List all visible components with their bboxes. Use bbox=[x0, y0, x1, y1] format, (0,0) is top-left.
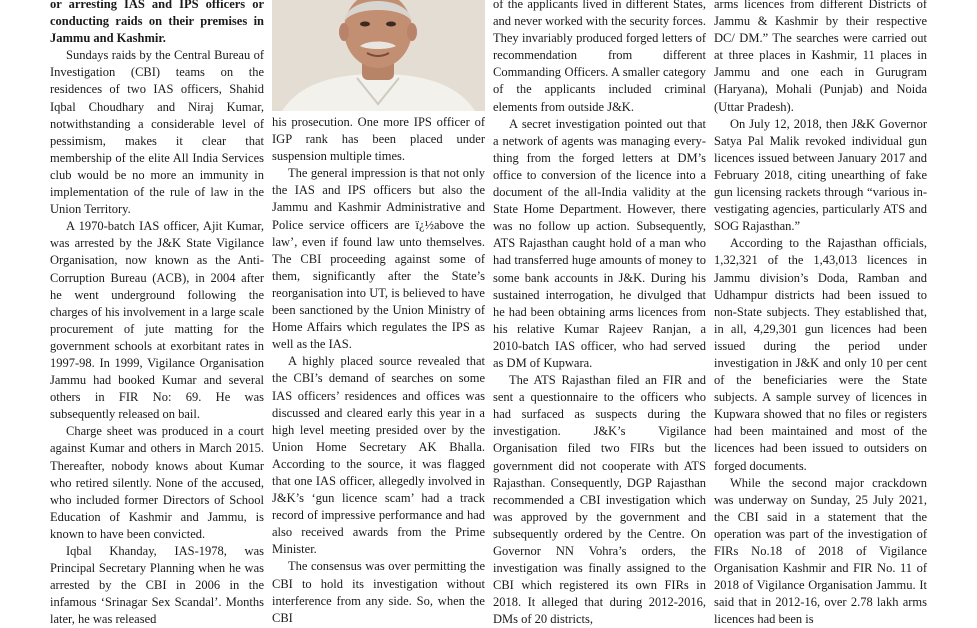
paragraph: Sundays raids by the Central Bureau of Investigation (CBI) teams on the residences of two IAS officers, Shahid Iqbal Choudhary and Niraj Kumar, notwithstanding a considerable level of pessimism, makes it clear that membership of the elite All India Services club would be no more an immunity in implementation of the rule of law in the Union Territory. bbox=[50, 48, 264, 217]
paragraph: his prosecution. One more IPS officer of IGP rank has been placed under suspension multiple times. bbox=[272, 115, 485, 164]
paragraph: While the second major crackdown was underway on Sunday, 25 July 2021, the CBI said in a statement that the operation was part of the investigation of FIRs No.18 of 2018 of Vigilance Organisation Kashmir and FIR No. 11 of 2018 of Vigilance Organisation Jammu. It said that in 2012-16, over 2.78 lakh arms licences had been is bbox=[714, 475, 927, 627]
paragraph: The ATS Rajasthan filed an FIR and sent a questionnaire to the officers who had surfaced as suspects during the investigation. J&K’s Vigilance Organisation filed two FIRs but the government did not cooperate with ATS Rajasthan. Consequently, DGP Rajasthan recommended a CBI investigation which was approved by the government and subsequently ordered by the Centre. On Governor NN Vohra’s orders, the investigation was finally assigned to the CBI which registered its own FIRs in 2018. It alleged that during 2012-2016, DMs of 20 districts, bbox=[493, 373, 706, 627]
paragraph: Iqbal Khanday, IAS-1978, was Principal Secretary Planning when he was arrested by the CBI in 2006 in the infamous ‘Srinagar Sex Scandal’. Months later, he was released bbox=[50, 544, 264, 627]
article-column-3 bbox=[493, 0, 706, 628]
paragraph: Charge sheet was produced in a court against Kumar and others in March 2015. Thereafter, nobody knows about Kumar who retired silently. None of the accused, who included former Directors of School Education of Kashmir and Jammu, is known to have been convicted. bbox=[50, 424, 264, 541]
portrait-illustration bbox=[272, 0, 485, 111]
paragraph: The general impression is that not only the IAS and IPS officers but also the Jammu and Kashmir Administrative and Police service officers are ï¿½above the law’, even if found law unto themselves. The CBI proceeding against some of them, significantly after the State’s reorganisation into UT, is believed to have been sanctioned by the Union Ministry of Home Affairs which regulates the IPS as well as the IAS. bbox=[272, 166, 485, 352]
paragraph: A highly placed source revealed that the CBI’s demand of searches on some IAS officers’ residences and offices was discussed and cleared early this year in a high level meeting presided over by the Union Home Secretary AK Bhalla. According to the source, it was flagged that one IAS officer, allegedly involved in J&K’s ‘gun licence scam’ had a track record of impressive performance and had also received awards from the Prime Minister. bbox=[272, 354, 485, 557]
paragraph: A secret investigation pointed out that a network of agents was managing everything from the forged letters at DM’s office to conversion of the licence into a document of the all-India validity at the State Home Department. However, there was no follow up action. Subsequently, ATS Rajasthan caught hold of a man who had transferred huge amounts of money to some bank accounts in J&K. During his sustained interrogation, he divulged that he had been obtaining arms licences from his relative Kumar Rajeev Ranjan, a 2010-batch IAS officer, who had served as DM of Kupwara. bbox=[493, 116, 706, 370]
paragraph: According to the Rajasthan officials, 1,32,321 of the 1,43,013 licences in Jammu division’s Doda, Ramban and Udhampur districts had been issued to non-State subjects. They established that, in all, 4,29,301 gun licences had been issued during the period under investigation in J&K and only 10 per cent of the beneficiaries were the State subjects. A sample survey of licences in Kupwara showed that no files or registers had been maintained and most of the licences had been issued to outsiders on forged documents. bbox=[714, 236, 927, 473]
paragraph: of the applicants lived in different States, and never worked with the security forces. They invariably produced forged letters of recommendation from different Commanding Officers. A smaller category of the applicants included criminal elements from outside J&K. bbox=[493, 0, 706, 114]
paragraph: A 1970-batch IAS officer, Ajit Kumar, was arrested by the J&K State Vigilance Organisation, now known as the Anti-Corruption Bureau (ACB), in 2004 after he went underground following the charges of his involvement in a large scale procurement of jute matting for the government schools at exorbitant rates in 1997-98. In 1999, Vigilance Organisation Jammu had booked Kumar and several others in FIR No: 69. He was subsequently released on bail. bbox=[50, 219, 264, 422]
paragraph: arms licences from different Districts of Jammu & Kashmir by their respective DC/ DM.” The searches were carried out at three places in Kashmir, 11 places in Jammu and one each in Gurugram (Haryana), Mohali (Punjab) and Noida (Uttar Pradesh). bbox=[714, 0, 927, 114]
article-column-2 bbox=[272, 114, 485, 627]
portrait-photo bbox=[272, 0, 485, 111]
paragraph: The consensus was over permitting the CBI to hold its investigation without interference from any side. So, when the CBI bbox=[272, 559, 485, 625]
paragraph: or arresting IAS and IPS officers or conducting raids on their premises in Jammu and Kashmir. bbox=[50, 0, 264, 46]
article-column-1 bbox=[50, 0, 264, 628]
paragraph: On July 12, 2018, then J&K Governor Satya Pal Malik revoked individual gun licences issued between January 2017 and February 2018, citing unearthing of fake gun licensing rackets through “various investigating agencies, particularly ATS and SOG Rajasthan.” bbox=[714, 116, 927, 234]
article-column-4 bbox=[714, 0, 927, 628]
